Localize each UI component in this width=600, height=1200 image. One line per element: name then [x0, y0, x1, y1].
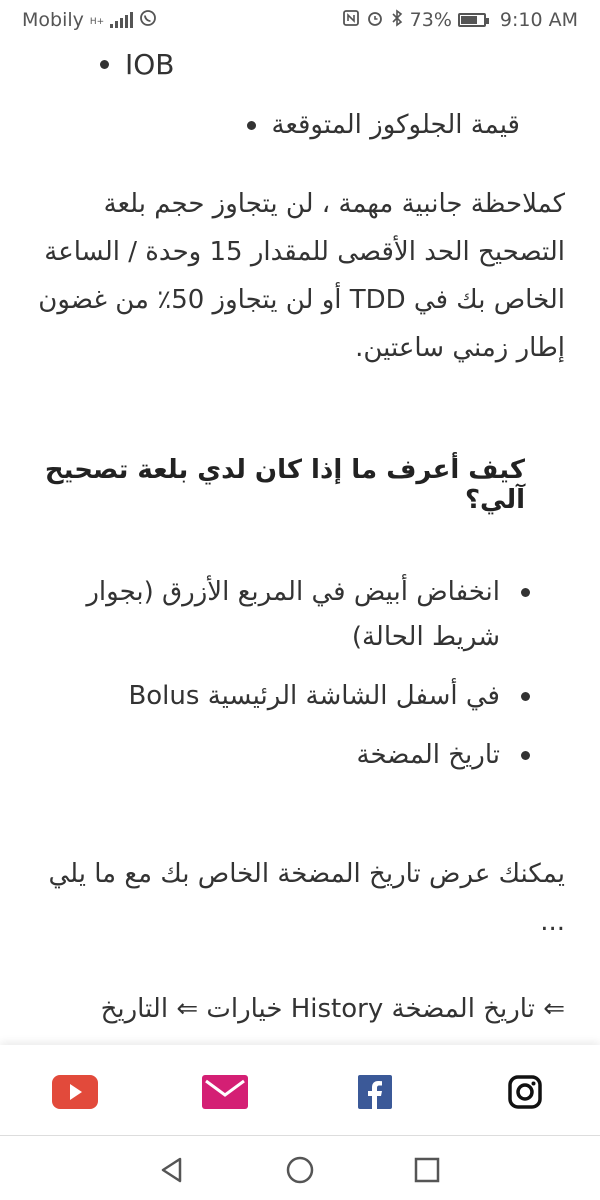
bullet-icon [521, 751, 530, 760]
instagram-icon [508, 1075, 542, 1109]
bullet-icon [100, 60, 109, 69]
youtube-share-button[interactable] [51, 1075, 99, 1109]
whatsapp-icon [139, 9, 157, 32]
note-paragraph: كملاحظة جانبية مهمة ، لن يتجاوز حجم بلعة التصحيح الحد الأقصى للمقدار 15 وحدة / الساعة الخاص بك في TDD أو لن يتجاوز 50٪ من غضون إطار زمني ساعتين. [38, 189, 565, 363]
list-item [40, 733, 540, 778]
email-icon [202, 1075, 248, 1109]
indicator-list [40, 570, 540, 792]
battery-icon [458, 13, 486, 27]
back-button[interactable] [152, 1150, 192, 1190]
article-content [0, 40, 600, 1045]
status-bar [0, 0, 600, 40]
list-item [40, 570, 540, 660]
instagram-share-button[interactable] [501, 1075, 549, 1109]
bullet-icon [521, 588, 530, 597]
home-icon [285, 1155, 315, 1185]
battery-percent: 73% [409, 9, 452, 31]
history-paragraph: يمكنك عرض تاريخ المضخة الخاص بك مع ما يلي ... [48, 859, 565, 937]
list-item-text: IOB [125, 48, 175, 81]
status-left [22, 9, 157, 32]
list-item [100, 48, 175, 81]
clock: 9:10 AM [499, 9, 578, 31]
list-item [247, 110, 520, 140]
youtube-icon [52, 1075, 98, 1109]
facebook-icon [358, 1075, 392, 1109]
home-button[interactable] [280, 1150, 320, 1190]
list-item-text: في أسفل الشاشة الرئيسية Bolus [128, 681, 500, 711]
email-share-button[interactable] [201, 1075, 249, 1109]
list-item-text: تاريخ المضخة [356, 740, 500, 770]
bluetooth-icon [390, 9, 404, 32]
recents-button[interactable] [407, 1150, 447, 1190]
bullet-icon [521, 692, 530, 701]
carrier-name: Mobily [22, 9, 84, 31]
alarm-icon [366, 9, 384, 32]
top-list [100, 48, 175, 81]
recents-icon [414, 1157, 440, 1183]
list-item-text: انخفاض أبيض في المربع الأزرق (بجوار شريط الحالة) [86, 577, 500, 652]
history-path: ⇐ تاريخ المضخة History خيارات ⇐ التاريخ [100, 994, 565, 1024]
navigation-bar [0, 1136, 600, 1200]
nfc-icon [342, 9, 360, 32]
signal-icon [110, 12, 133, 28]
facebook-share-button[interactable] [351, 1075, 399, 1109]
section-heading: كيف أعرف ما إذا كان لدي بلعة تصحيح آلي؟ [44, 455, 525, 515]
list-item [40, 674, 540, 719]
bullet-icon [247, 121, 256, 130]
back-icon [158, 1156, 186, 1184]
list-item-text: قيمة الجلوكوز المتوقعة [271, 110, 520, 140]
status-right [342, 9, 578, 32]
share-bar [0, 1045, 600, 1136]
network-type: H+ [89, 16, 105, 27]
email-icon-bg [202, 1075, 248, 1109]
